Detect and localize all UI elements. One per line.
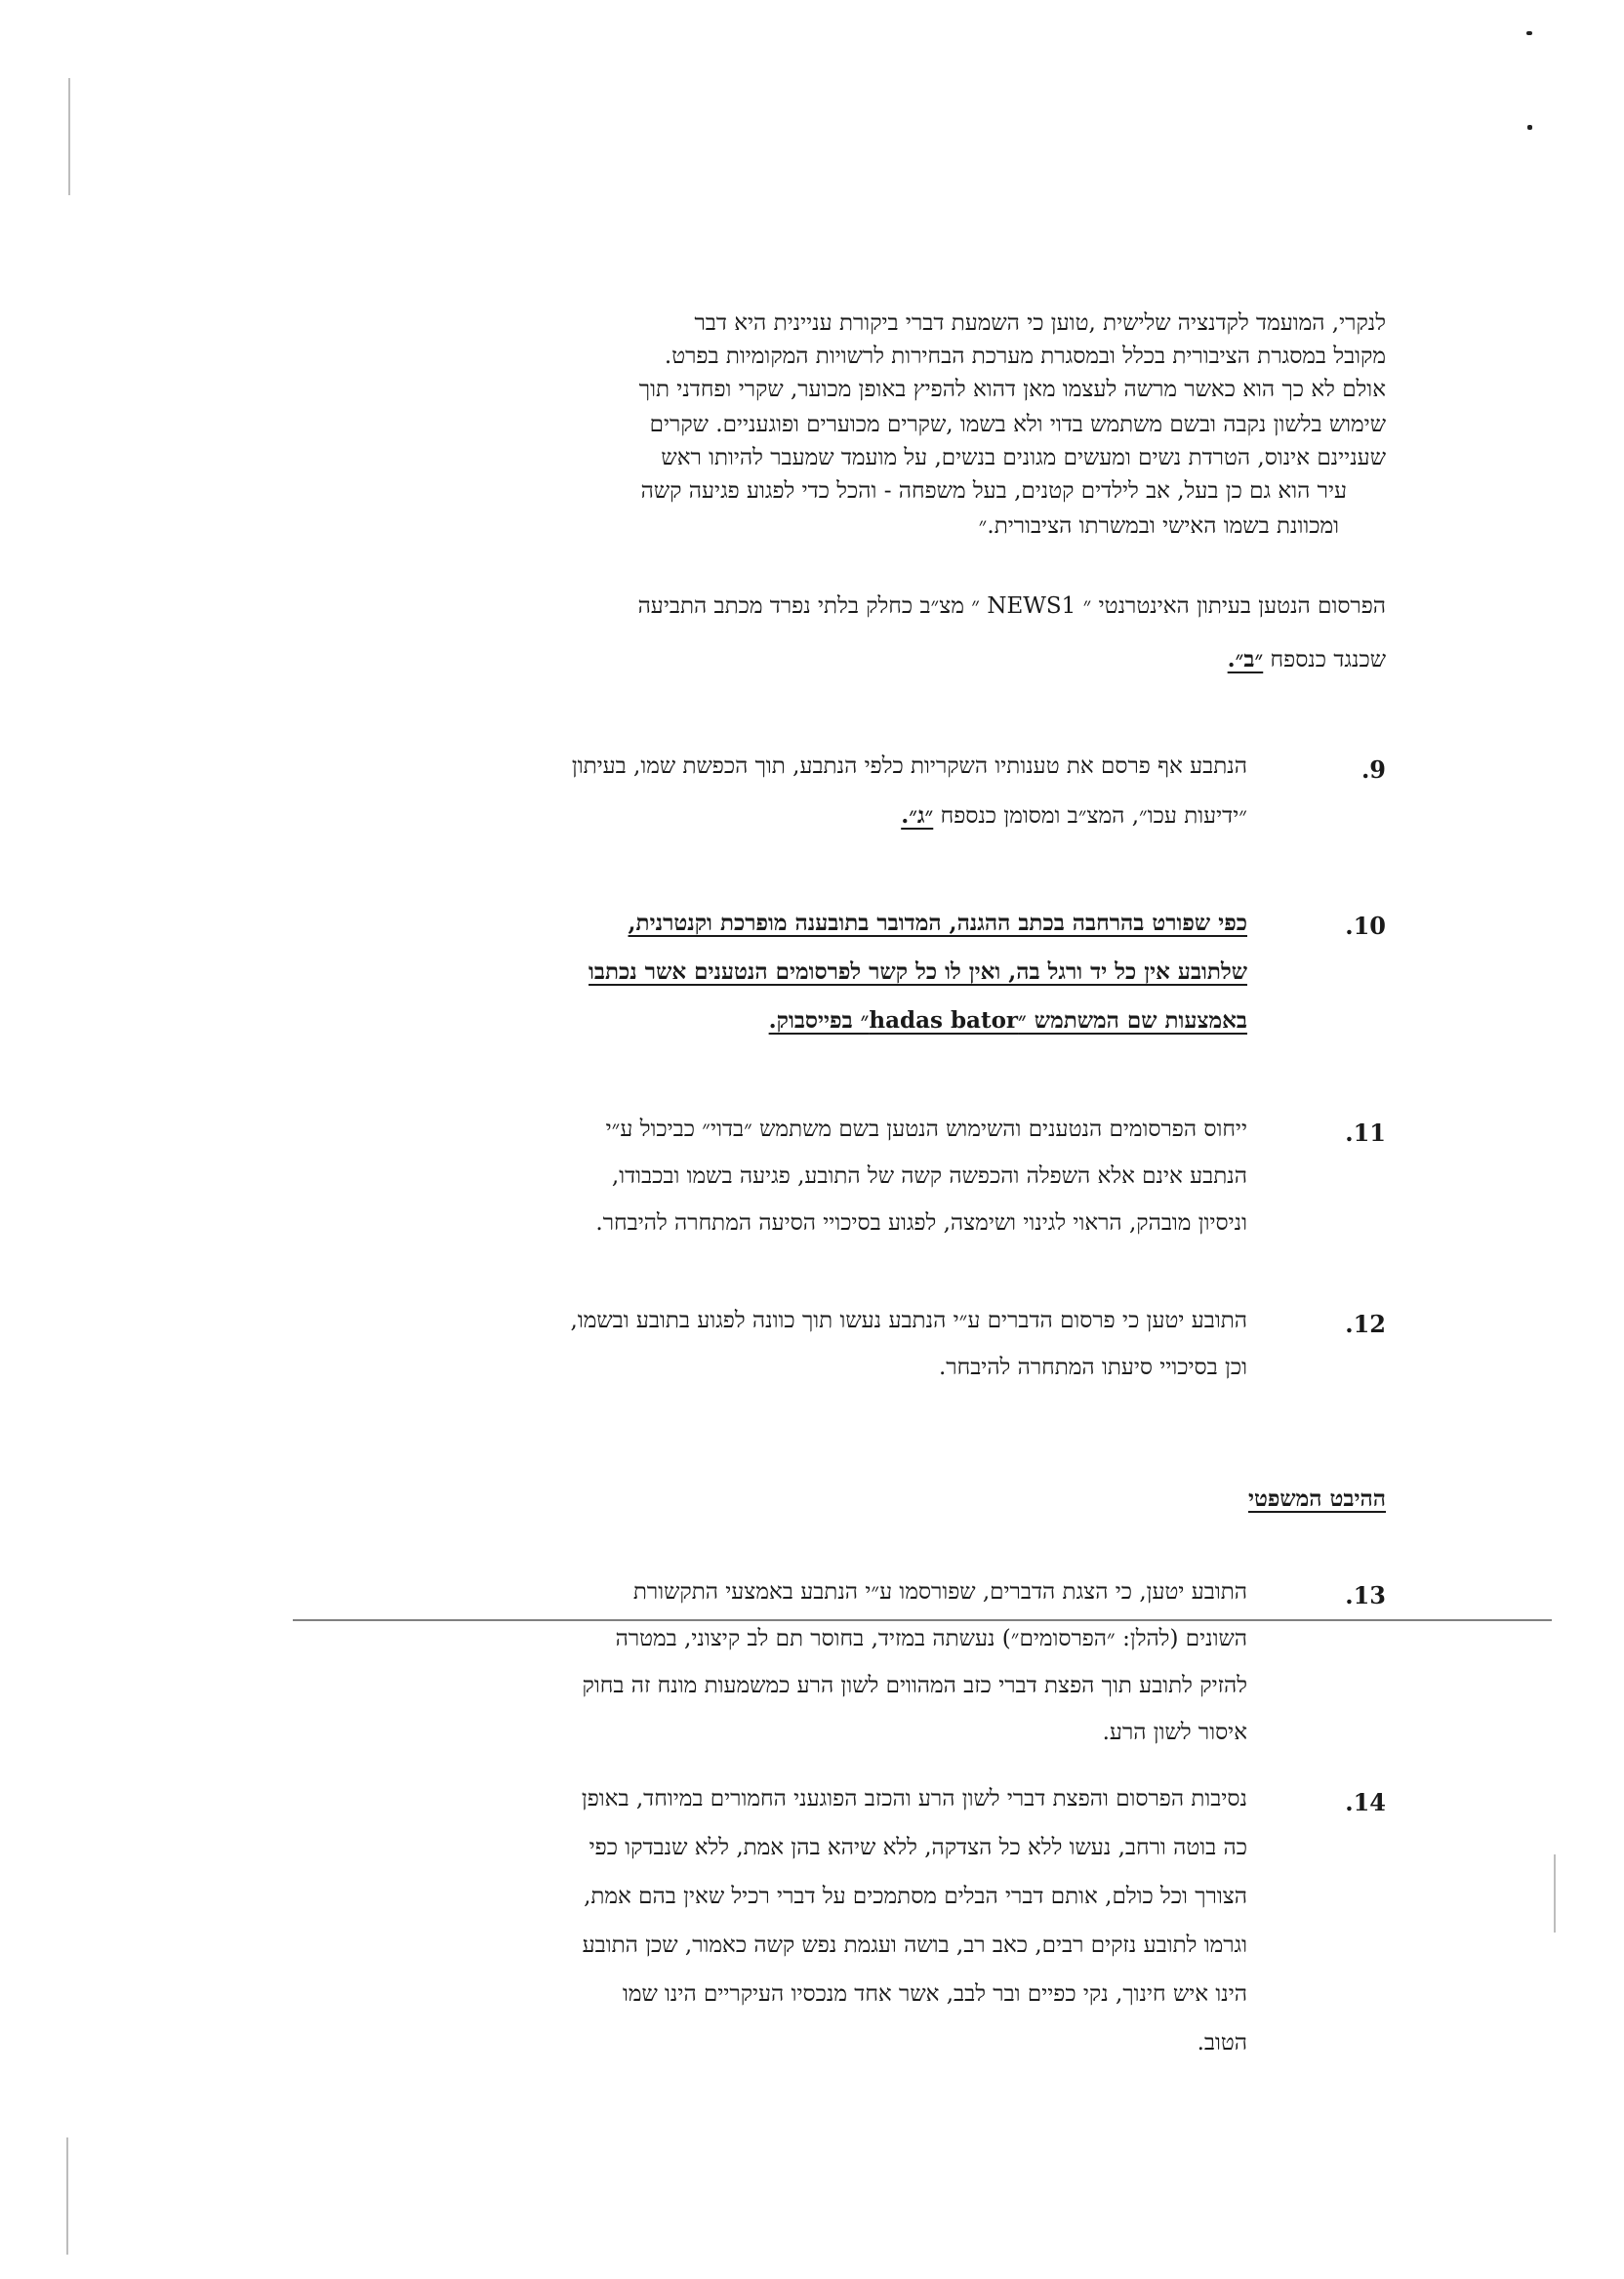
scan-edge-right (1554, 1854, 1556, 1933)
item-line: נסיבות הפרסום והפצת דברי לשון הרע והכזב הפוגעני החמורים במיוחד, באופן (581, 1786, 1247, 1811)
scan-edge-left (68, 78, 70, 195)
item-line: הנתבע אינם אלא השפלה והכפשה קשה של התובע, פגיעה בשמו ובכבודו, (611, 1163, 1247, 1189)
item-line: התובע יטען כי פרסום הדברים ע״י הנתבע נעשו תוך כוונה לפגוע בתובע ובשמו, (570, 1308, 1247, 1333)
annex-reference: ״ג״. (901, 802, 934, 829)
quote-line: ומכוונת בשמו האישי ובמשרתו הציבורית.״ (978, 513, 1339, 539)
item-line: באמצעות שם המשתמש ״hadas bator״ בפייסבוק. (768, 1007, 1247, 1034)
item-line: וכן בסיכויי סיעתו המתחרה להיבחר. (938, 1355, 1247, 1380)
item-number: .13 (1345, 1581, 1386, 1609)
item-text: ״ידיעות עכו״, המצ״ב ומסומן כנספח (933, 803, 1247, 829)
item-number: .9 (1360, 755, 1386, 784)
quote-line: מקובל במסגרת הציבורית בכלל ובמסגרת מערכת הבחירות לרשויות המקומיות בפרט. (664, 344, 1386, 369)
item-line: הצורך וכל כולם, אותם דברי הבלים מסתמכים על דברי רכיל שאין בהם אמת, (584, 1884, 1247, 1909)
item-number: .11 (1345, 1119, 1386, 1147)
item-line: וניסיון מובהק, הראוי לגינוי ושימצה, לפגוע בסיכויי הסיעה המתחרה להיבחר. (595, 1210, 1247, 1236)
item-line: וגרמו לתובע נזקים רבים, כאב רב, בושה ועגמת נפש קשה כאמור, שכן התובע (582, 1933, 1247, 1958)
quote-line: שעניינם אינוס, הטרדת נשים ומעשים מגונים בנשים, על מועמד שמעבר להיותו ראש (661, 445, 1386, 470)
quote-line: לנקרי, המועמד לקדנציה שלישית ,טוען כי השמעת דברי ביקורת עניינית היא דבר (694, 310, 1386, 336)
item-line: להזיק לתובע תוך הפצת דברי כזב המהווים לשון הרע כמשמעות מונח זה בחוק (582, 1673, 1247, 1698)
annex-reference: ״ב״. (1227, 646, 1264, 672)
item-line: התובע יטען, כי הצגת הדברים, שפורסמו ע״י הנתבע באמצעי התקשורת (632, 1579, 1247, 1605)
publication-note-text: שכנגד כנספח (1263, 647, 1386, 672)
scan-edge-left (66, 2137, 68, 2255)
section-heading: ההיבט המשפטי (1247, 1485, 1386, 1512)
publication-note-line (1228, 646, 1386, 672)
item-line: שלתובע אין כל יד ורגל בה, ואין לו כל קשר לפרסומים הנטענים אשר נכתבו (589, 958, 1247, 985)
item-line: כה בוטה ורחב, נעשו ללא כל הצדקה, ללא שיהא בהן אמת, ללא שנבדקו כפי (589, 1835, 1247, 1860)
item-number: .12 (1345, 1310, 1386, 1338)
item-line: כפי שפורט בהרחבה בכתב ההגנה, המדובר בתובענה מופרכת וקנטרנית, (628, 910, 1247, 936)
publication-note-line: הפרסום הנטען בעיתון האינטרנטי ״ NEWS1 ״ מצ״ב כחלק בלתי נפרד מכתב התביעה (637, 593, 1386, 619)
item-line: ייחוס הפרסומים הנטענים והשימוש הנטען בשם משתמש ״בדוי״ כביכול ע״י (605, 1117, 1247, 1142)
item-number: .10 (1345, 912, 1386, 940)
item-line (901, 802, 1247, 829)
item-number: .14 (1345, 1788, 1386, 1816)
quote-line: עיר הוא גם כן בעל, אב לילדים קטנים, בעל משפחה - והכל כדי לפגוע פגיעה קשה (640, 478, 1347, 504)
quote-line: שימוש בלשון נקבה ובשם משתמש בדוי ולא בשמו ,שקרים מכוערים ופוגעניים. שקרים (649, 412, 1386, 437)
item-line: השונים (להלן: ״הפרסומים״) נעשתה במזיד, בחוסר תם לב קיצוני, במטרה (615, 1626, 1247, 1651)
item-line: איסור לשון הרע. (1102, 1720, 1247, 1745)
item-line: הינו איש חינוך, נקי כפיים ובר לבב, אשר אחד מנכסיו העיקריים הינו שמו (622, 1981, 1247, 2007)
item-line: הטוב. (1197, 2030, 1247, 2055)
scan-speck (1527, 125, 1532, 130)
scan-line-artifact (293, 1619, 1552, 1621)
scan-speck (1526, 31, 1532, 35)
item-line: הנתבע אף פרסם את טענותיו השקריות כלפי הנתבע, תוך הכפשת שמו, בעיתון (571, 753, 1247, 779)
quote-line: אולם לא כך הוא כאשר מרשה לעצמו מאן דהוא להפיץ באופן מכוער, שקרי ופחדני תוך (638, 377, 1386, 402)
